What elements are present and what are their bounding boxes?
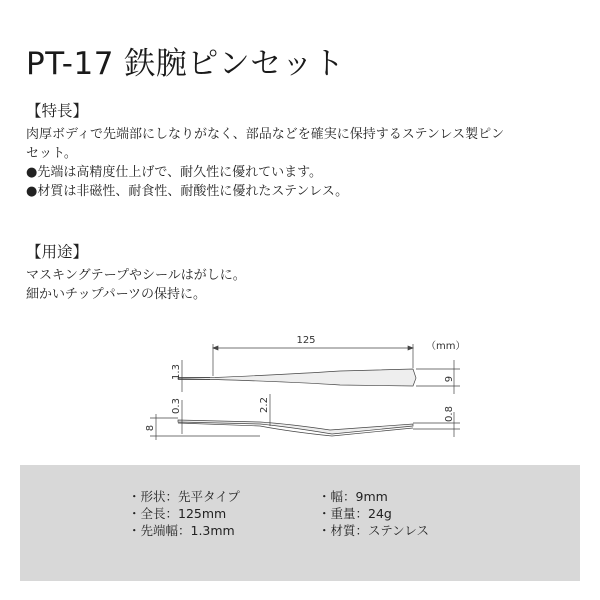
tweezers-top-view (178, 369, 416, 386)
features-heading: 【特長】 (26, 102, 89, 120)
tweezers-dimension-drawing (120, 322, 480, 452)
spec-item: ・形状：先平タイプ (128, 489, 240, 504)
tip-thickness-label: 0.3 (171, 398, 182, 414)
usage-line: マスキングテープやシールはがしに。 (26, 268, 246, 283)
feature-line: ●材質は非磁性、耐食性、耐酸性に優れたステンレス。 (26, 184, 349, 199)
spec-item: ・材質：ステンレス (318, 523, 429, 538)
spec-column-left (128, 488, 240, 539)
unit-label: （mm） (426, 341, 466, 352)
feature-line: ●先端は高精度仕上げで、耐久性に優れています。 (26, 165, 323, 180)
end-thickness-label: 0.8 (444, 406, 455, 422)
usage-heading: 【用途】 (26, 243, 89, 261)
spec-box (20, 465, 580, 581)
spec-item: ・全長：125mm (128, 506, 227, 521)
tip-width-label: 1.3 (171, 364, 182, 380)
usage-line: 細かいチップパーツの保持に。 (26, 287, 207, 302)
thickness-label: 8 (145, 424, 156, 432)
feature-line: 肉厚ボディで先端部にしなりがなく、部品などを確実に保持するステンレス製ピン (26, 127, 505, 142)
spec-column-right (318, 488, 429, 539)
feature-line: セット。 (26, 146, 77, 161)
mid-thickness-label: 2.2 (259, 397, 270, 413)
length-label: 125 (296, 335, 316, 346)
usage-section (26, 243, 246, 304)
spec-item: ・先端幅：1.3mm (128, 523, 235, 538)
features-section (26, 102, 504, 201)
width-label: 9 (444, 375, 455, 383)
spec-item: ・幅：9mm (318, 489, 388, 504)
spec-item: ・重量：24g (318, 506, 392, 521)
product-title: PT-17 鉄腕ピンセット (26, 46, 345, 82)
